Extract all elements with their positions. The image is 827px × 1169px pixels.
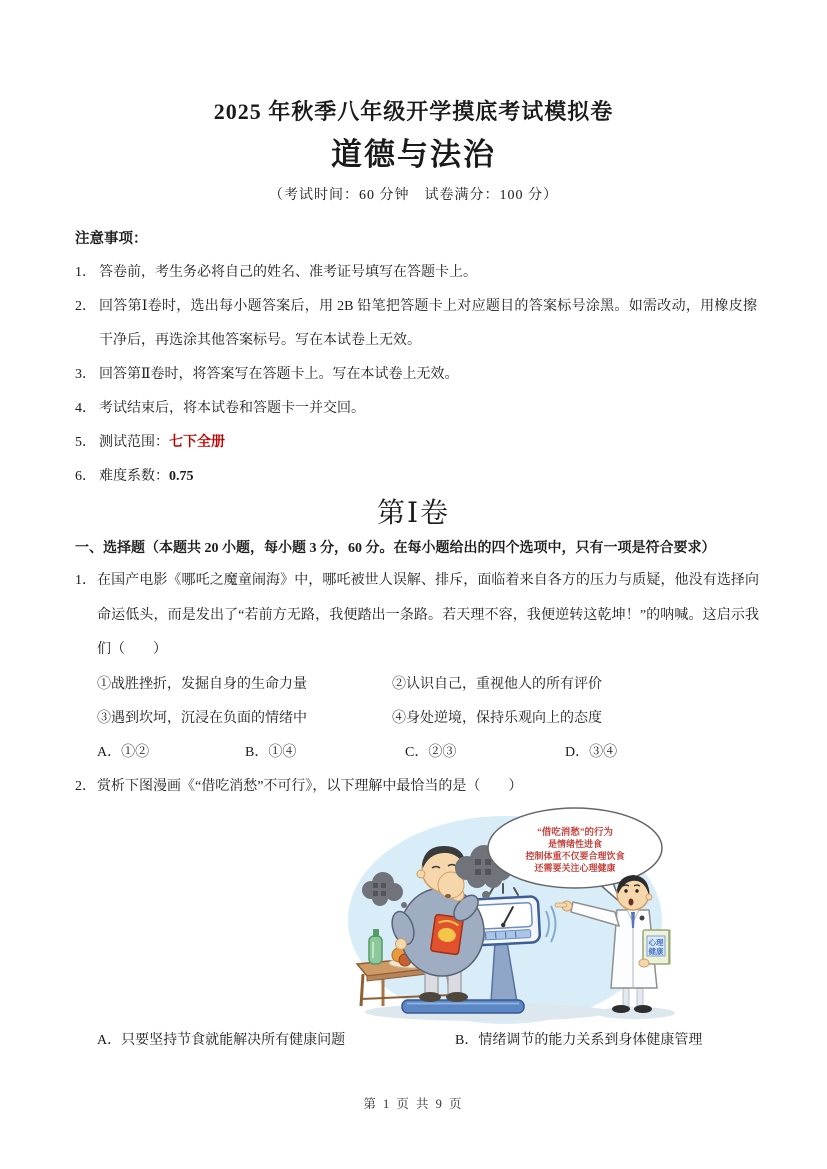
speech-line-3: 控制体重不仅要合理饮食 (525, 851, 625, 861)
question-number: 1． (75, 573, 96, 588)
option-c: C．②③ (405, 744, 457, 760)
speech-line-1: “借吃消愁”的行为 (536, 827, 614, 838)
notice-item-1 (75, 256, 757, 290)
question-2-options (97, 1024, 759, 1058)
health-book (639, 930, 670, 967)
notice-item-2 (75, 290, 757, 358)
section1-instructions: 一、选择题（本题共 20 小题，每小题 3 分，60 分。在每小题给出的四个选项中，只有一项是符合要求） (75, 541, 716, 556)
option-b: B．情绪调节的能力关系到身体健康管理 (455, 1033, 703, 1048)
notice-item-number: 4． (75, 401, 96, 416)
notice-item-number: 2． (75, 299, 96, 314)
difficulty-value: 0.75 (169, 469, 194, 484)
notice-item-number: 1． (75, 265, 96, 280)
notice-item-text (99, 426, 757, 460)
paper-header (0, 0, 827, 208)
difficulty-label: 难度系数： (99, 469, 169, 484)
statement-4: ④身处逆境，保持乐观向上的态度 (392, 710, 602, 726)
statement-1: ①战胜挫折，发掘自身的生命力量 (97, 676, 307, 692)
speech-line-4: 还需要关注心理健康 (534, 863, 616, 873)
question-text: 赏析下图漫画《“借吃消愁”不可行》，以下理解中最恰当的是（ ） (97, 778, 523, 794)
book-label-line-1: 心理 (648, 938, 664, 947)
book-label-line-2: 健康 (648, 947, 664, 956)
question-2 (75, 770, 759, 1059)
question-1-options (97, 736, 759, 770)
question-2-stem (75, 770, 759, 805)
question-text: 在国产电影《哪吒之魔童闹海》中，哪吒被世人误解、排斥，面临着来自各方的压力与质疑，他没有选择向命运低头，而是发出了“若前方无路，我便踏出一条路。若天理不容，我便逆转这乾坤！”的呐喊。这启示我们（ ） (97, 573, 759, 657)
test-scope-value: 七下全册 (169, 435, 225, 450)
section1-heading: 第Ⅰ卷 (376, 498, 451, 529)
cartoon-illustration (347, 806, 679, 1024)
question-1 (75, 564, 759, 770)
statement-2: ②认识自己，重视他人的所有评价 (392, 676, 602, 692)
notice-item-6 (75, 460, 757, 494)
notice-item-text: 回答第Ⅱ卷时，将答案写在答题卡上。写在本试卷上无效。 (99, 367, 459, 382)
notice-item-text (99, 460, 757, 494)
notice-heading: 注意事项： (75, 231, 148, 247)
notice-item-number: 3． (75, 367, 96, 382)
paper-title: 2025 年秋季八年级开学摸底考试模拟卷 (213, 99, 614, 124)
notice-item-3 (75, 358, 757, 392)
notice-item-4 (75, 392, 757, 426)
question-1-stem (75, 564, 759, 668)
notice-item-text: 考试结束后，将本试卷和答题卡一并交回。 (99, 401, 365, 416)
notice-item-text: 回答第Ⅰ卷时，选出每小题答案后，用 2B 铅笔把答题卡上对应题目的答案标号涂黑。如需改动，用橡皮擦干净后，再选涂其他答案标号。写在本试卷上无效。 (99, 299, 757, 348)
question-number: 2． (75, 778, 96, 794)
notice-section (75, 222, 757, 494)
notice-item-number: 6． (75, 469, 96, 484)
notice-item-number: 5． (75, 435, 96, 450)
option-a: A．①② (97, 744, 150, 760)
exam-info-line: （考试时间：60 分钟 试卷满分：100 分） (269, 188, 558, 203)
option-b: B．①④ (245, 744, 297, 760)
option-a: A．只要坚持节食就能解决所有健康问题 (97, 1033, 346, 1048)
paper-subject: 道德与法治 (331, 137, 496, 172)
page-footer: 第 1 页 共 9 页 (363, 1097, 464, 1111)
speech-line-2: 是情绪性进食 (547, 839, 603, 849)
statement-3: ③遇到坎坷，沉浸在负面的情绪中 (97, 710, 307, 726)
notice-item-text: 答卷前，考生务必将自己的姓名、准考证号填写在答题卡上。 (99, 265, 477, 280)
notice-item-5 (75, 426, 757, 460)
test-scope-label: 测试范围： (99, 435, 169, 450)
question-1-statements (97, 668, 759, 736)
option-d: D．③④ (565, 744, 618, 760)
